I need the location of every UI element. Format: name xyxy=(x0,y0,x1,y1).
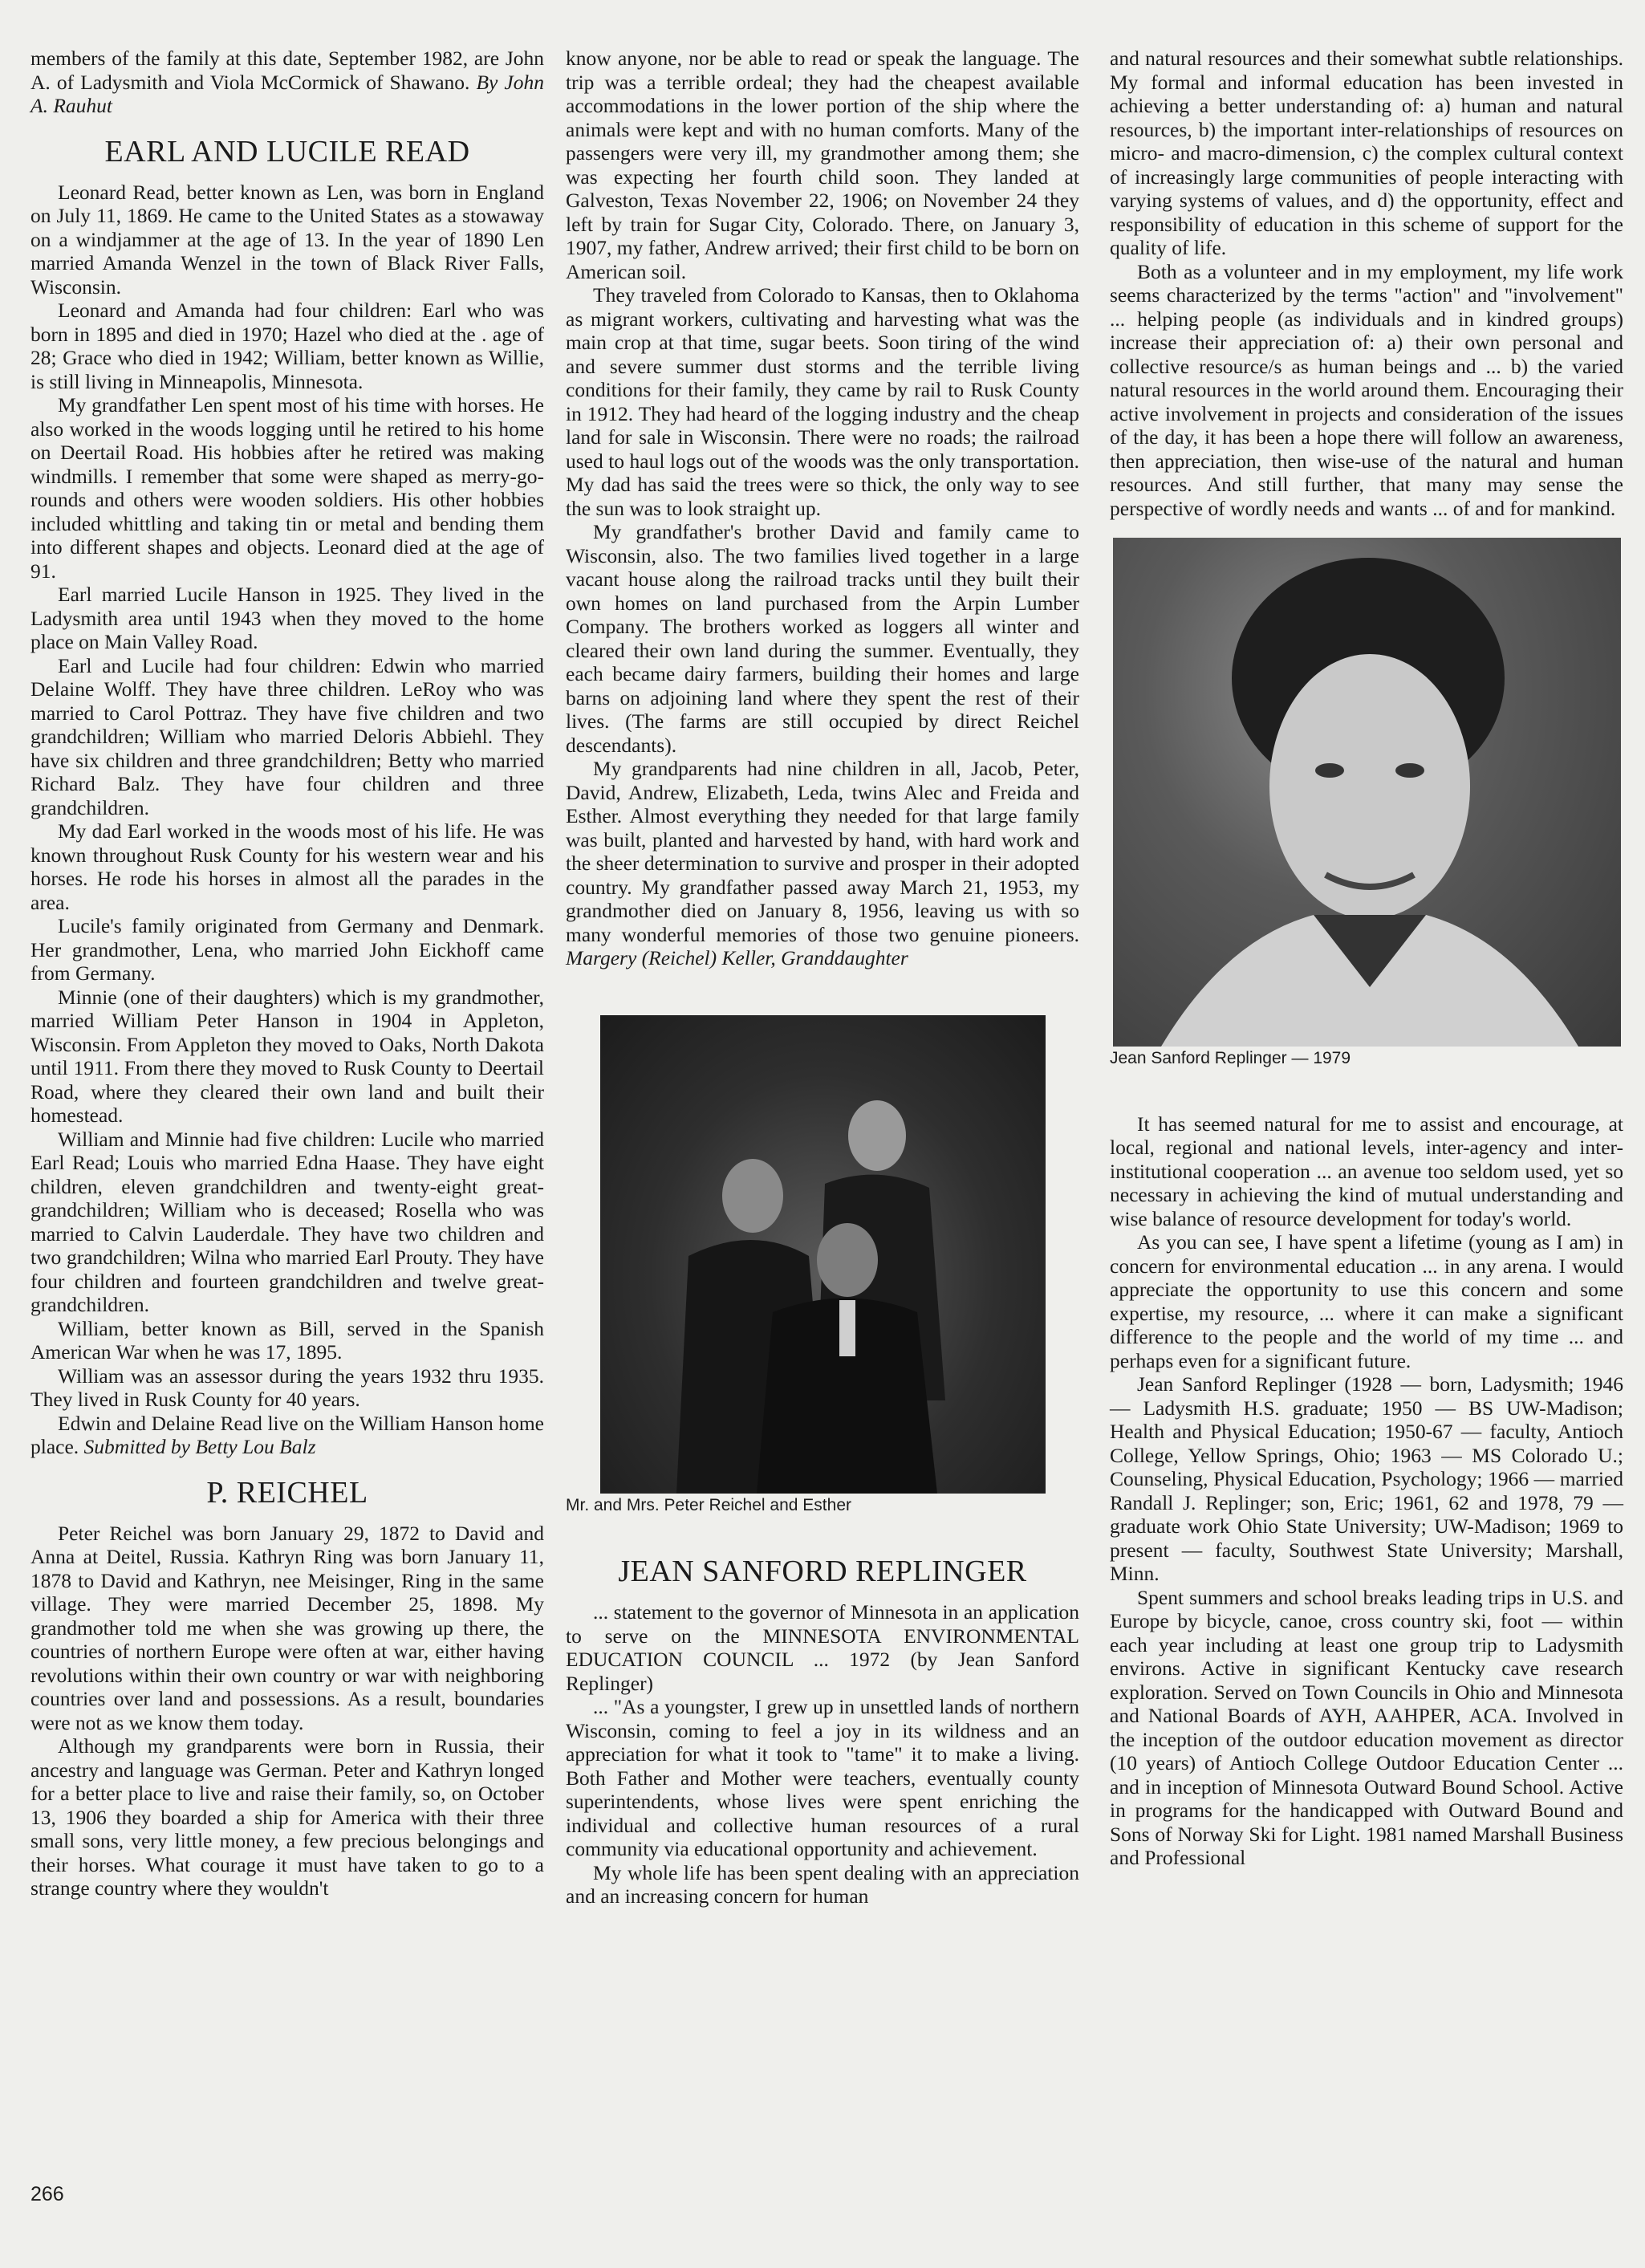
paragraph: William was an assessor during the years 1932 thru 1935. They lived in Rusk County for 40 years. xyxy=(30,1364,544,1411)
replinger-article-title: JEAN SANFORD REPLINGER xyxy=(618,1555,1027,1588)
paragraph: William and Minnie had five children: Lucile who married Earl Read; Louis who married Edna Haase. They have eight children, eleven grandchildren and twenty-eight great-grandchildren; William who is deceased; Rosella who was married to Calvin Lauderdale. They have two children and two grandchildren; Wilna who married Earl Prouty. They have four children and fourteen grandchildren and twelve great-grandchildren. xyxy=(30,1127,544,1316)
reichel-photo-figures xyxy=(600,1015,1046,1494)
paragraph: know anyone, nor be able to read or speak the language. The trip was a terrible ordeal; they had the cheapest available accommodations in the lower portion of the ship where the animals were kept and with no human comforts. Many of the passengers were very ill, my grandmother among them; she was expecting her fourth child soon. They landed at Galveston, Texas November 22, 1906; on November 24 they left by train for Sugar City, Colorado. There, on January 3, 1907, my father, Andrew arrived; their first child to be born on American soil. xyxy=(566,47,1079,283)
paragraph: My grandfather's brother David and family came to Wisconsin, also. The two families lived together in a large vacant house along the railroad tracks until they built their own homes on land purchased from the Arpin Lumber Company. The brothers worked as loggers all winter and cleared their own land during the summer. Eventually, they each became dairy farmers, building their homes and large barns on adjoining land where they spent the rest of their lives. (The farms are still occupied by direct Reichel descendants). xyxy=(566,520,1079,757)
paragraph: Leonard Read, better known as Len, was born in England on July 11, 1869. He came to the United States as a stowaway on a windjammer at the age of 13. In the year of 1890 Len married Amanda Wenzel in the town of Black River Falls, Wisconsin. xyxy=(30,180,544,299)
paragraph: Jean Sanford Replinger (1928 — born, Ladysmith; 1946 — Ladysmith H.S. graduate; 1950 — BS UW-Madison; Health and Physical Education; 1950-67 — faculty, Antioch College, Yellow Springs, Ohio; 1963 — MS Colorado U.; Counseling, Physical Education, Psychology; 1966 — married Randall J. Replinger; son, Eric; 1961, 62 and 1978, 79 — graduate work Ohio State University; UW-Madison; 1969 to present — faculty, Southwest State University; Marshall, Minn. xyxy=(1110,1372,1623,1585)
reichel-family-photo xyxy=(600,1015,1046,1494)
reichel-signature: Margery (Reichel) Keller, Granddaughter xyxy=(566,946,908,969)
column-middle xyxy=(566,47,1079,1908)
paragraph: It has seemed natural for me to assist and encourage, at local, regional and national levels, inter-agency and inter-institutional cooperation ... an avenue too seldom used, yet so necessary in achieving the kind of mutual understanding and wise balance of resource development for today's world. xyxy=(1110,1112,1623,1230)
paragraph: As you can see, I have spent a lifetime (young as I am) in concern for environmental education ... in any arena. I would appreciate the opportunity to use this concern and some expertise, my resource, ... where it can make a significant difference to the people and the world of my time ... and perhaps even for a significant future. xyxy=(1110,1230,1623,1372)
paragraph: Spent summers and school breaks leading trips in U.S. and Europe by bicycle, canoe, cross country ski, foot — within each year including at least one group trip to Ladysmith environs. Active in significant Kentucky cave research exploration. Served on Town Councils in Ohio and Minnesota and National Boards of AYH, AAHPER, ACA. Involved in the inception of the outdoor education movement as director (10 years) of Antioch College Outdoor Education Center ... and in inception of Minnesota Outward Bound School. Active in programs for the handicapped with Outward Bound and Sons of Norway Ski for Light. 1981 named Marshall Business and Professional xyxy=(1110,1585,1623,1869)
paragraph: My grandparents had nine children in all, Jacob, Peter, David, Andrew, Elizabeth, Leda, twins Alec and Freida and Esther. Almost everything they needed for that large family was built, planted and harvested by hand, with hard work and the sheer determination to survive and prosper in their adopted country. My grandfather passed away March 21, 1953, my grandmother died on January 8, 1956, leaving us with so many wonderful memories of those two genuine pioneers. Margery (Reichel) Keller, Granddaughter xyxy=(566,757,1079,969)
paragraph: Earl and Lucile had four children: Edwin who married Delaine Wolff. They have three children. LeRoy who was married to Carol Pottraz. They have five children and two grandchildren; William who married Deloris Abbiehl. They have six children and three grandchildren; Betty who married Richard Balz. They have four children and three grandchildren. xyxy=(30,653,544,819)
paragraph: Both as a volunteer and in my employment, my life work seems characterized by the terms "action" and "involvement" ... helping people (as individuals and in kindred groups) increase their appreciation of: a) their own personal and collective resource/s as human beings and ... b) the varied natural resources in the world around them. Encouraging their active involvement in projects and consideration of the issues of the day, it has been a hope there will follow an awareness, then appreciation, then wise-use of the natural and human resources. And still further, that many may sense the perspective of wordly needs and wants ... of and for mankind. xyxy=(1110,259,1623,520)
paragraph: William, better known as Bill, served in the Spanish American War when he was 17, 1895. xyxy=(30,1316,544,1364)
replinger-portrait-figure xyxy=(1113,538,1621,1047)
intro-signature: By John A. Rauhut xyxy=(30,70,544,117)
reichel-article-title: P. REICHEL xyxy=(206,1475,368,1510)
reichel-photo-caption: Mr. and Mrs. Peter Reichel and Esther xyxy=(566,1495,851,1514)
paragraph: Edwin and Delaine Read live on the William Hanson home place. Submitted by Betty Lou Balz xyxy=(30,1411,544,1458)
replinger-portrait-photo xyxy=(1113,538,1621,1047)
paragraph: Although my grandparents were born in Russia, their ancestry and language was German. Peter and Kathryn longed for a better place to live and raise their family, so, on October 13, 1906 they boarded a ship for America with their three small sons, very little money, a few precious belongings and their horses. What courage it must have taken to go to a strange country where they wouldn't xyxy=(30,1734,544,1900)
paragraph: Lucile's family originated from Germany and Denmark. Her grandmother, Lena, who married John Eickhoff came from Germany. xyxy=(30,914,544,985)
intro-paragraph: members of the family at this date, September 1982, are John A. of Ladysmith and Viola McCormick of Shawano. By John A. Rauhut xyxy=(30,47,544,117)
paragraph: Peter Reichel was born January 29, 1872 to David and Anna at Deitel, Russia. Kathryn Ring was born January 11, 1878 to David and Kathryn, nee Meisinger, Ring in the same village. They were married December 25, 1898. My grandmother told me when she was growing up there, the countries of northern Europe were often at war, either having revolutions within their own country or war with neighboring countries over land and possessions. As a result, boundaries were not as we know them today. xyxy=(30,1521,544,1734)
paragraph: My grandfather Len spent most of his time with horses. He also worked in the woods logging until he retired to his home on Deertail Road. His hobbies after he retired was making windmills. I remember that some were shaped as merry-go-rounds and others were wooden soldiers. His other hobbies included whittling and taking tin or metal and bending them into different shapes and objects. Leonard died at the age of 91. xyxy=(30,393,544,583)
paragraph: Minnie (one of their daughters) which is my grandmother, married William Peter Hanson in 1904 in Appleton, Wisconsin. From Appleton they moved to Oaks, North Dakota until 1911. From there they moved to Rusk County to Deertail Road, where they cleared their own land and built their homestead. xyxy=(30,985,544,1127)
column-right xyxy=(1110,47,1623,1870)
replinger-photo-caption: Jean Sanford Replinger — 1979 xyxy=(1110,1049,1351,1067)
paragraph: My dad Earl worked in the woods most of his life. He was known throughout Rusk County for his western wear and his horses. He rode his horses in almost all the parades in the area. xyxy=(30,819,544,914)
paragraph: ... "As a youngster, I grew up in unsettled lands of northern Wisconsin, coming to feel a joy in its wildness and an appreciation for what it took to "tame" it to make a living. Both Father and Mother were teachers, eventually county superintendents, whose lives were spent enriching the individual and collective human resources of a rural community via educational opportunity and achievement. xyxy=(566,1695,1079,1860)
paragraph: Earl married Lucile Hanson in 1925. They lived in the Ladysmith area until 1943 when they moved to the home place on Main Valley Road. xyxy=(30,583,544,653)
paragraph: Leonard and Amanda had four children: Earl who was born in 1895 and died in 1970; Hazel who died at the . age of 28; Grace who died in 1942; William, better known as Willie, is still living in Minneapolis, Minnesota. xyxy=(30,299,544,393)
paragraph: They traveled from Colorado to Kansas, then to Oklahoma as migrant workers, cultivating and harvesting what was the main crop at that time, sugar beets. Soon tiring of the wind and severe summer dust storms and the terrible living conditions for their family, they came by rail to Rusk County in 1912. They had heard of the logging industry and the cheap land for sale in Wisconsin. There were no roads; the railroad used to haul logs out of the woods was the only transportation. My dad has said the trees were so thick, the only way to see the sun was to look straight up. xyxy=(566,283,1079,520)
read-signature: Submitted by Betty Lou Balz xyxy=(83,1435,316,1458)
read-article-title: EARL AND LUCILE READ xyxy=(104,134,470,169)
paragraph: and natural resources and their somewhat subtle relationships. My formal and informal education has been invested in achieving a better understanding of: a) human and natural resources, b) the important inter-relationships of resources on micro- and macro-dimension, c) the complex cultural context of increasingly large communities of people interacting with varying systems of values, and d) the opportunity, effect and responsibility of education in this scheme of support for the quality of life. xyxy=(1110,47,1623,259)
page-number: 266 xyxy=(30,2183,64,2205)
paragraph: My whole life has been spent dealing with an appreciation and an increasing concern for human xyxy=(566,1860,1079,1908)
paragraph: ... statement to the governor of Minnesota in an application to serve on the MINNESOTA ENVIRONMENTAL EDUCATION COUNCIL ... 1972 (by Jean Sanford Replinger) xyxy=(566,1600,1079,1695)
column-left xyxy=(30,47,544,1900)
